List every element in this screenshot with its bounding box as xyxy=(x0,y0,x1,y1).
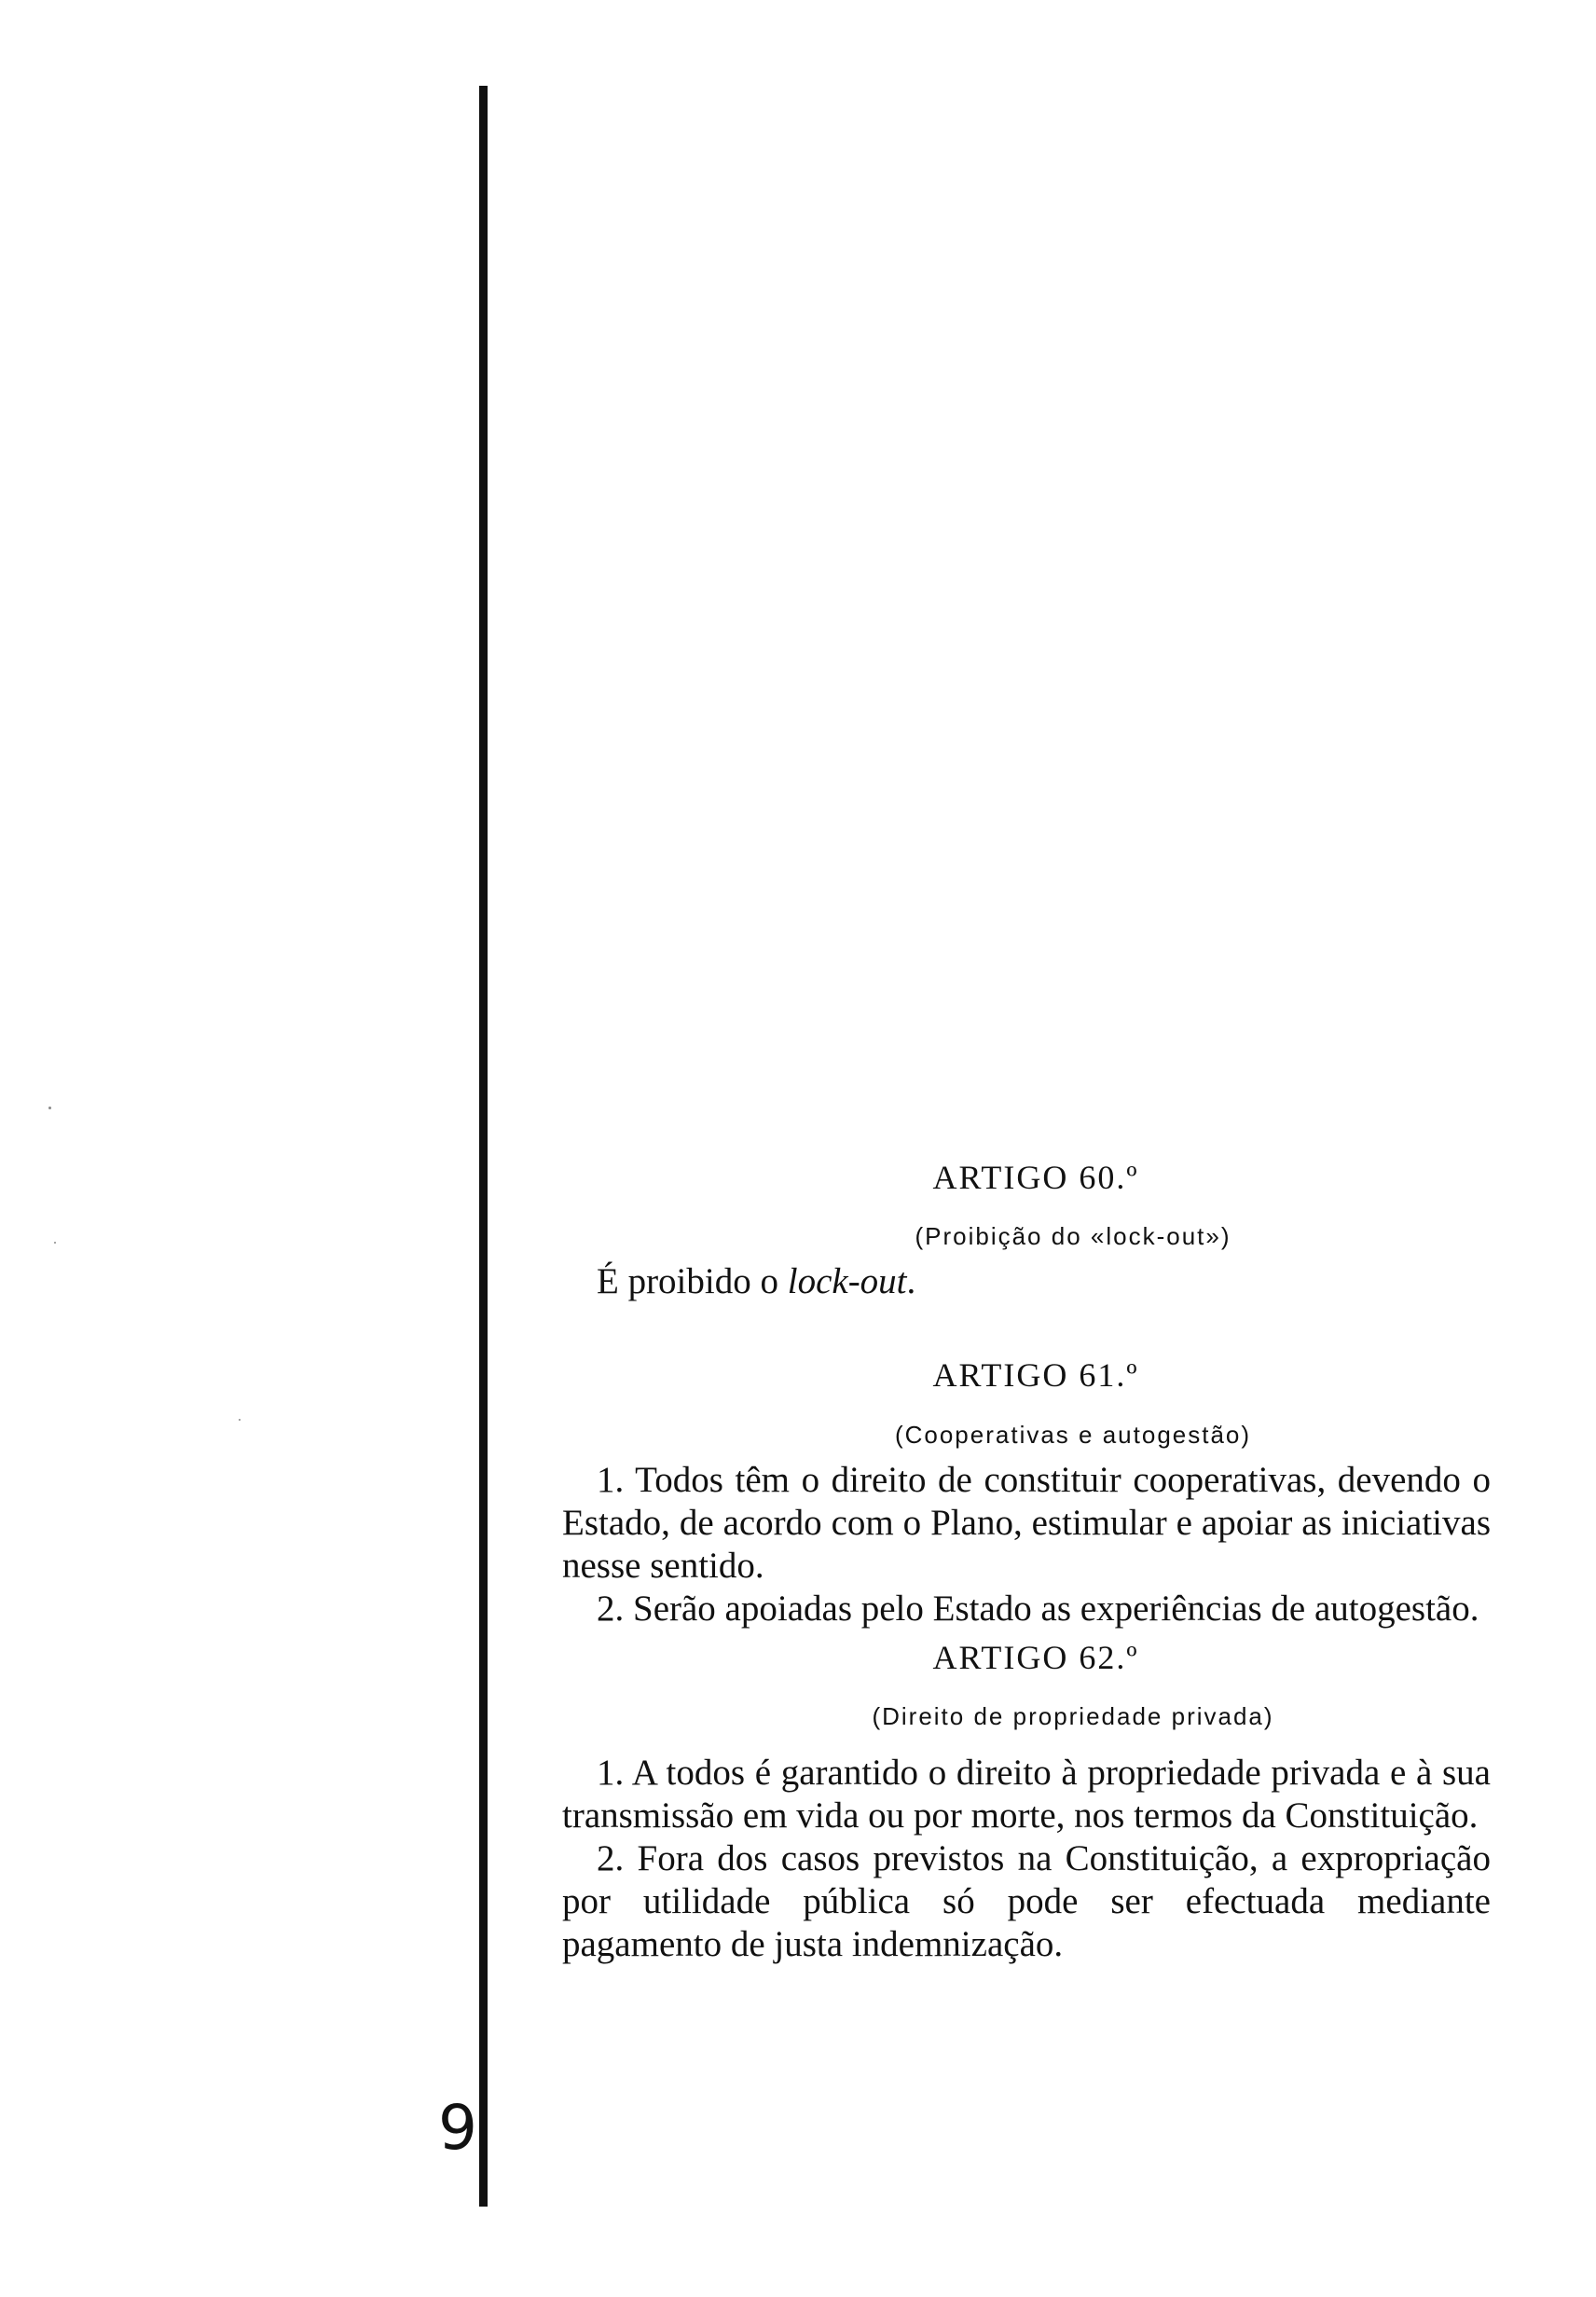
article-subtitle: (Cooperativas e autogestão) xyxy=(894,1420,1252,1449)
article-paragraph: 1. A todos é garantido o direito à propriedade privada e à sua transmissão em vida ou por morte, nos termos da Constituição. xyxy=(562,1753,1491,1836)
article-60 xyxy=(562,1158,1491,1303)
article-subtitle: (Direito de propriedade privada) xyxy=(872,1701,1274,1730)
article-title: ARTIGO 62.º xyxy=(932,1638,1139,1676)
paragraph-italic-term: lock-out xyxy=(787,1261,907,1302)
paragraph-text: . xyxy=(906,1261,916,1302)
article-paragraph: 2. Fora dos casos previstos na Constituição, a expropriação por utilidade pública só pode ser efectuada mediante pagamento de justa indemnização. xyxy=(562,1838,1491,1965)
article-subtitle: (Proibição do «lock-out») xyxy=(915,1222,1231,1251)
article-paragraph: 2. Serão apoiadas pelo Estado as experiências de autogestão. xyxy=(597,1588,1479,1629)
scan-speck xyxy=(48,1107,51,1109)
document-body xyxy=(562,1158,1491,1966)
article-61 xyxy=(562,1355,1491,1630)
article-title: ARTIGO 60.º xyxy=(932,1159,1139,1196)
article-title: ARTIGO 61.º xyxy=(932,1356,1139,1395)
article-62 xyxy=(562,1638,1491,1966)
article-paragraph: 1. Todos têm o direito de constituir cooperativas, devendo o Estado, de acordo com o Plano, estimular e apoiar as iniciativas nesse sentido. xyxy=(562,1459,1491,1586)
article-paragraph xyxy=(562,1260,1491,1303)
scan-speck xyxy=(239,1419,241,1421)
page-number: 9 xyxy=(438,2092,477,2164)
paragraph-text: É proibido o xyxy=(597,1261,788,1302)
scan-speck xyxy=(54,1242,56,1244)
vertical-margin-rule xyxy=(479,86,488,2207)
